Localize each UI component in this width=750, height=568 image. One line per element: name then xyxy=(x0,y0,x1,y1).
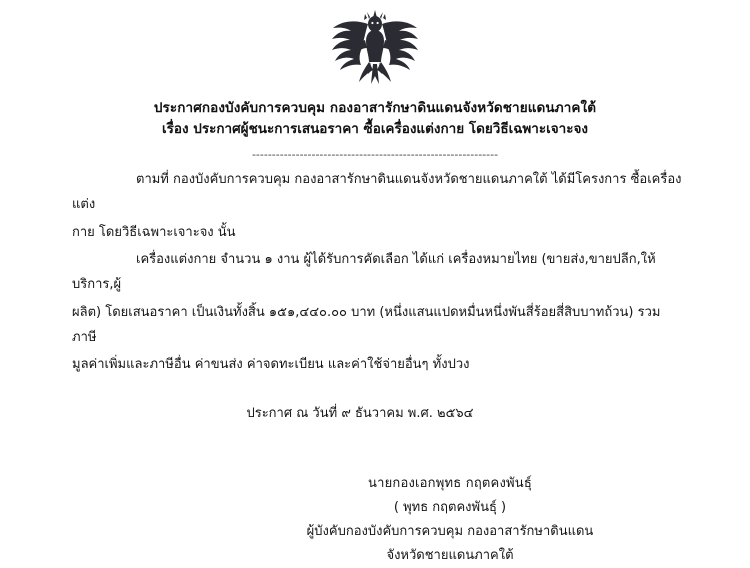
title-block xyxy=(58,98,692,140)
signer-position-line-1: ผู้บังคับกองบังคับการควบคุม กองอาสารักษาดินแดน xyxy=(306,524,594,540)
signer-name: นายกองเอกพุทธ กฤตคงพันธุ์ xyxy=(368,476,532,492)
signature-block xyxy=(58,472,692,568)
garuda-emblem-icon xyxy=(329,8,421,88)
body-block xyxy=(58,167,692,378)
announcement-title-line-2: เรื่อง ประกาศผู้ชนะการเสนอราคา ซื้อเครื่องแต่งกาย โดยวิธีเฉพาะเจาะจง xyxy=(162,120,588,137)
divider: -------------------------------------------------------------- xyxy=(251,147,499,161)
paragraph-1-line-1: ตามที่ กองบังคับการควบคุม กองอาสารักษาดินแดนจังหวัดชายแดนภาคใต้ ได้มีโครงการ ซื้อเครื่องแต่ง xyxy=(72,171,682,213)
signer-position-line-2: จังหวัดชายแดนภาคใต้ xyxy=(386,548,514,564)
signer-name-paren: ( พุทธ กฤตคงพันธุ์ ) xyxy=(393,500,507,516)
emblem-container xyxy=(58,8,692,92)
announcement-title-line-1: ประกาศกองบังคับการควบคุม กองอาสารักษาดินแดนจังหวัดชายแดนภาคใต้ xyxy=(153,100,597,116)
announcement-date: ประกาศ ณ วันที่ ๙ ธันวาคม พ.ศ. ๒๕๖๔ xyxy=(246,405,474,421)
paragraph-1-line-2: กาย โดยวิธีเฉพาะเจาะจง นั้น xyxy=(72,224,236,240)
paragraph-2-line-2: ผลิต) โดยเสนอราคา เป็นเงินทั้งสิ้น ๑๕๑,๔๔๐.๐๐ บาท (หนึ่งแสนแปดหมื่นหนึ่งพันสี่ร้อยสี่สิบบาทถ้วน) รวมภาษี xyxy=(72,304,661,345)
paragraph-2-line-3: มูลค่าเพิ่มและภาษีอื่น ค่าขนส่ง ค่าจดทะเบียน และค่าใช้จ่ายอื่นๆ ทั้งปวง xyxy=(72,357,470,373)
paragraph-2-line-1: เครื่องแต่งกาย จำนวน ๑ งาน ผู้ได้รับการคัดเลือก ได้แก่ เครื่องหมายไทย (ขายส่ง,ขายปลีก,ให้บริการ,ผู้ xyxy=(72,251,656,293)
